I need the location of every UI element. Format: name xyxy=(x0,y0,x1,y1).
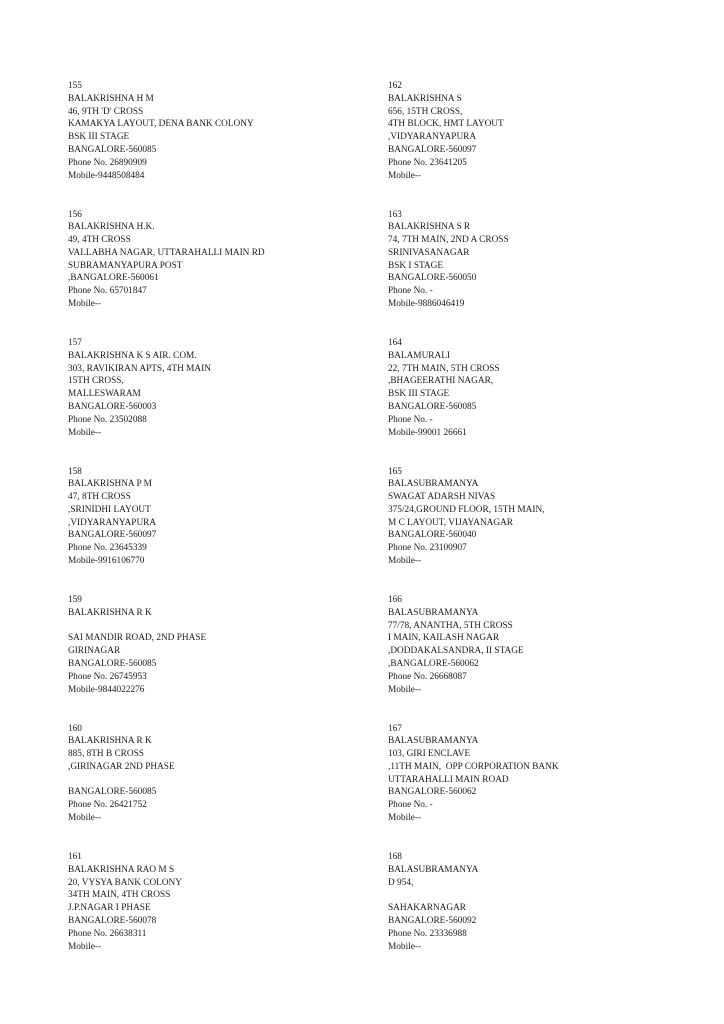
mobile: Mobile-- xyxy=(388,684,422,695)
address-line-1: 49, 4TH CROSS xyxy=(68,235,131,246)
entry-number: 163 xyxy=(388,209,402,220)
address-line-2: ,SRINIDHI LAYOUT xyxy=(68,504,151,515)
address-line-3: ,DODDAKALSANDRA, II STAGE xyxy=(388,646,524,657)
entry-name: BALASUBRAMANYA xyxy=(388,736,479,747)
address-line-1: 47, 8TH CROSS xyxy=(68,492,131,503)
entry-name: BALAKRISHNA R K xyxy=(68,607,152,618)
entry-number: 168 xyxy=(388,852,402,862)
directory-entry xyxy=(68,466,368,595)
directory-entry xyxy=(388,723,688,852)
entry-number: 158 xyxy=(68,466,82,477)
phone: Phone No. 23641205 xyxy=(388,157,467,168)
phone: Phone No. 26745953 xyxy=(68,671,147,682)
entry-name: BALAKRISHNA S xyxy=(388,93,462,104)
entry-number: 156 xyxy=(68,209,82,220)
entry-name: BALAKRISHNA H M xyxy=(68,93,154,104)
phone: Phone No. - xyxy=(388,800,433,811)
address-line-1 xyxy=(68,620,368,633)
address-line-1: 656, 15TH CROSS, xyxy=(388,106,463,117)
address-line-3: UTTARAHALLI MAIN ROAD xyxy=(388,774,509,785)
address-line-1: 77/78, ANANTHA, 5TH CROSS xyxy=(388,620,513,631)
right-column xyxy=(388,80,688,980)
mobile: Mobile-- xyxy=(68,299,102,310)
city-pin: BANGALORE-560097 xyxy=(388,144,477,155)
directory-entry xyxy=(388,337,688,466)
address-line-3 xyxy=(68,774,368,787)
city-pin: BANGALORE-560085 xyxy=(68,144,157,155)
entry-number: 155 xyxy=(68,81,82,91)
entry-name: BALAKRISHNA R K xyxy=(68,736,152,747)
address-line-3: J.P.NAGAR I PHASE xyxy=(68,903,151,914)
entry-name: BALAKRISHNA H.K. xyxy=(68,222,155,233)
phone: Phone No. 23645339 xyxy=(68,543,147,554)
mobile: Mobile-9448508484 xyxy=(68,170,145,181)
city-pin: BANGALORE-560085 xyxy=(388,401,477,412)
phone: Phone No. 23100907 xyxy=(388,543,467,554)
phone: Phone No. 26668087 xyxy=(388,671,467,682)
address-line-3: ,VIDYARANYAPURA xyxy=(388,132,477,143)
entry-number: 159 xyxy=(68,595,82,605)
phone: Phone No. 26638311 xyxy=(68,928,147,939)
address-line-3: BSK I STAGE xyxy=(388,260,444,271)
city-pin: BANGALORE-560040 xyxy=(388,530,477,541)
address-line-3: SUBRAMANYAPURA POST xyxy=(68,260,183,271)
directory-entry xyxy=(388,594,688,723)
entry-name: BALAMURALI xyxy=(388,350,450,361)
entry-name: BALAKRISHNA K S AIR. COM. xyxy=(68,350,197,361)
mobile: Mobile-- xyxy=(68,427,102,438)
directory-entry xyxy=(68,723,368,852)
mobile: Mobile-- xyxy=(388,813,422,824)
address-line-3: GIRINAGAR xyxy=(68,646,121,657)
address-line-2: KAMAKYA LAYOUT, DENA BANK COLONY xyxy=(68,119,254,130)
address-line-2: SAI MANDIR ROAD, 2ND PHASE xyxy=(68,633,207,644)
address-line-1: 22, 7TH MAIN, 5TH CROSS xyxy=(388,363,500,374)
city-pin: BANGALORE-560092 xyxy=(388,915,477,926)
address-line-2: ,BHAGEERATHI NAGAR, xyxy=(388,376,494,387)
entry-number: 164 xyxy=(388,338,402,348)
address-line-2: ,GIRINAGAR 2ND PHASE xyxy=(68,761,175,772)
entry-name: BALAKRISHNA S R xyxy=(388,222,471,233)
phone: Phone No. 65701847 xyxy=(68,286,147,297)
entry-number: 157 xyxy=(68,338,82,348)
entry-name: BALAKRISHNA P M xyxy=(68,479,152,490)
mobile: Mobile-- xyxy=(68,941,102,952)
directory-entry xyxy=(388,80,688,209)
phone: Phone No. - xyxy=(388,286,433,297)
directory-entry xyxy=(388,466,688,595)
address-line-1: 20, VYSYA BANK COLONY xyxy=(68,877,182,888)
entry-number: 162 xyxy=(388,81,402,91)
address-line-1: 885, 8TH B CROSS xyxy=(68,749,144,760)
address-line-2 xyxy=(388,889,688,902)
mobile: Mobile-9886046419 xyxy=(388,299,465,310)
mobile: Mobile-- xyxy=(388,170,422,181)
address-line-3: M C LAYOUT, VIJAYANAGAR xyxy=(388,517,514,528)
address-line-2: 34TH MAIN, 4TH CROSS xyxy=(68,890,171,901)
entry-number: 166 xyxy=(388,595,402,605)
mobile: Mobile-99001 26661 xyxy=(388,427,467,438)
city-pin: BANGALORE-560085 xyxy=(68,787,157,798)
phone: Phone No. 23336988 xyxy=(388,928,467,939)
directory-entry xyxy=(68,209,368,338)
entry-name: BALASUBRAMANYA xyxy=(388,479,479,490)
address-line-1: D 954, xyxy=(388,877,414,888)
directory-entry xyxy=(68,80,368,209)
city-pin: BANGALORE-560062 xyxy=(388,787,477,798)
entry-number: 161 xyxy=(68,852,82,862)
entry-name: BALAKRISHNA RAO M S xyxy=(68,864,175,875)
entry-number: 160 xyxy=(68,723,82,734)
phone: Phone No. 23502088 xyxy=(68,414,147,425)
address-line-1: 74, 7TH MAIN, 2ND A CROSS xyxy=(388,235,509,246)
address-line-1: 103, GIRI ENCLAVE xyxy=(388,749,471,760)
directory-entry xyxy=(68,851,368,980)
address-line-1: 46, 9TH 'D' CROSS xyxy=(68,106,144,117)
entry-name: BALASUBRAMANYA xyxy=(388,864,479,875)
city-pin: ,BANGALORE-560062 xyxy=(388,658,479,669)
directory-entry xyxy=(68,594,368,723)
directory-entry xyxy=(388,209,688,338)
mobile: Mobile-- xyxy=(388,941,422,952)
address-line-2: VALLABHA NAGAR, UTTARAHALLI MAIN RD xyxy=(68,247,265,258)
address-line-2: 4TH BLOCK, HMT LAYOUT xyxy=(388,119,504,130)
city-pin: BANGALORE-560078 xyxy=(68,915,157,926)
city-pin: BANGALORE-560003 xyxy=(68,401,157,412)
address-line-1: SWAGAT ADARSH NIVAS xyxy=(388,492,496,503)
address-line-3: SAHAKARNAGAR xyxy=(388,903,466,914)
mobile: Mobile-9844022276 xyxy=(68,684,145,695)
phone: Phone No. 26890909 xyxy=(68,157,147,168)
city-pin: ,BANGALORE-560061 xyxy=(68,273,159,284)
entry-number: 165 xyxy=(388,466,402,477)
mobile: Mobile-- xyxy=(388,556,422,567)
address-line-3: BSK III STAGE xyxy=(68,132,130,143)
city-pin: BANGALORE-560050 xyxy=(388,273,477,284)
address-line-3: MALLESWARAM xyxy=(68,389,141,400)
phone: Phone No. 26421752 xyxy=(68,800,147,811)
mobile: Mobile-9916106770 xyxy=(68,556,145,567)
city-pin: BANGALORE-560097 xyxy=(68,530,157,541)
directory-entry xyxy=(68,337,368,466)
address-line-2: ,11TH MAIN, OPP CORPORATION BANK xyxy=(388,761,559,772)
address-line-2: SRINIVASANAGAR xyxy=(388,247,470,258)
address-line-3: ,VIDYARANYAPURA xyxy=(68,517,157,528)
left-column xyxy=(68,80,368,980)
address-line-2: 15TH CROSS, xyxy=(68,376,124,387)
phone: Phone No. - xyxy=(388,414,433,425)
mobile: Mobile-- xyxy=(68,813,102,824)
entry-number: 167 xyxy=(388,723,402,734)
entry-name: BALASUBRAMANYA xyxy=(388,607,479,618)
directory-entry xyxy=(388,851,688,980)
city-pin: BANGALORE-560085 xyxy=(68,658,157,669)
address-line-3: BSK III STAGE xyxy=(388,389,450,400)
address-line-2: 375/24,GROUND FLOOR, 15TH MAIN, xyxy=(388,504,545,515)
address-line-2: I MAIN, KAILASH NAGAR xyxy=(388,633,500,644)
address-line-1: 303, RAVIKIRAN APTS, 4TH MAIN xyxy=(68,363,211,374)
